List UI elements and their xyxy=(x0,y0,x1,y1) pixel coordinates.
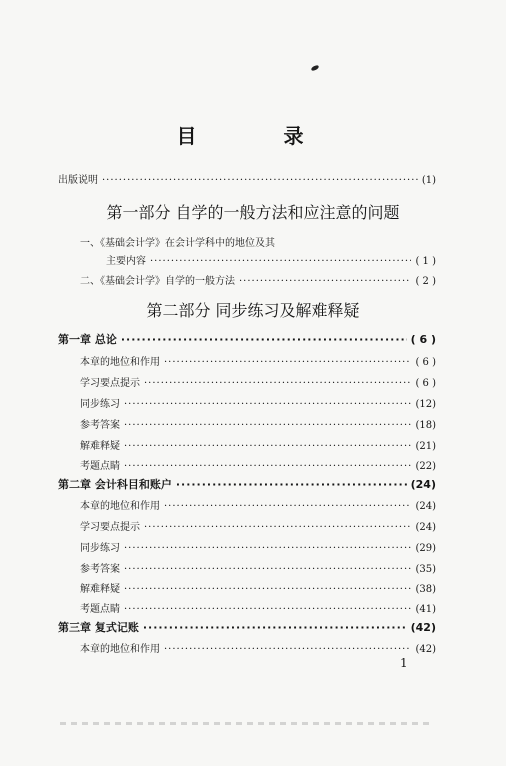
toc-label: 解难释疑 xyxy=(80,441,120,452)
toc-label: 第一章 总论 xyxy=(58,333,117,346)
leader-dots xyxy=(124,461,411,472)
leader-dots xyxy=(150,256,411,267)
toc-label: 本章的地位和作用 xyxy=(80,644,160,655)
toc-chapter-3[interactable] xyxy=(58,619,436,635)
toc-entry[interactable] xyxy=(80,497,436,512)
leader-dots xyxy=(143,621,407,634)
toc-label: 本章的地位和作用 xyxy=(80,501,160,512)
toc-entry-part1-item2[interactable] xyxy=(80,272,436,287)
toc-label: 一、《基础会计学》在会计学科中的地位及其 xyxy=(80,238,275,249)
leader-dots xyxy=(164,644,411,655)
toc-label: 第二章 会计科目和账户 xyxy=(58,478,172,491)
toc-entry[interactable] xyxy=(80,395,436,410)
toc-page: (35) xyxy=(415,564,436,575)
leader-dots xyxy=(239,276,411,287)
leader-dots xyxy=(124,584,411,595)
leader-dots xyxy=(121,333,407,346)
toc-label: 解难释疑 xyxy=(80,584,120,595)
leader-dots xyxy=(124,543,411,554)
toc-page: (21) xyxy=(415,441,436,452)
leader-dots xyxy=(124,399,411,410)
toc-label: 主要内容 xyxy=(106,256,146,267)
toc-page: ( 6 ) xyxy=(415,357,436,368)
toc-page: ( 1 ) xyxy=(415,256,436,267)
toc-entry[interactable] xyxy=(80,518,436,533)
leader-dots xyxy=(176,478,407,491)
part1-heading: 第一部分 自学的一般方法和应注意的问题 xyxy=(106,203,400,222)
leader-dots xyxy=(124,564,411,575)
toc-page: (24) xyxy=(410,478,436,491)
toc-label: 参考答案 xyxy=(80,564,120,575)
toc-entry[interactable] xyxy=(80,437,436,452)
toc-label: 同步练习 xyxy=(80,399,120,410)
toc-label: 考题点睛 xyxy=(80,461,120,472)
toc-page: ( 6 ) xyxy=(410,333,436,346)
toc-page: (18) xyxy=(415,420,436,431)
toc-label: 学习要点提示 xyxy=(80,378,140,389)
toc-label: 参考答案 xyxy=(80,420,120,431)
leader-dots xyxy=(124,441,411,452)
toc-page: (42) xyxy=(415,644,436,655)
leader-dots xyxy=(124,420,411,431)
toc-entry[interactable] xyxy=(80,600,436,615)
toc-page: (41) xyxy=(415,604,436,615)
toc-chapter-1[interactable] xyxy=(58,331,436,347)
toc-page: (1) xyxy=(421,175,436,186)
ink-speck xyxy=(311,64,320,71)
toc-entry[interactable] xyxy=(80,539,436,554)
toc-entry[interactable] xyxy=(80,560,436,575)
page-title: 目 录 xyxy=(176,124,344,148)
toc-page: ( 6 ) xyxy=(415,378,436,389)
toc-entry[interactable] xyxy=(80,353,436,368)
toc-page: (24) xyxy=(415,522,436,533)
toc-label: 出版说明 xyxy=(58,175,98,186)
toc-page: (24) xyxy=(415,501,436,512)
leader-dots xyxy=(164,357,411,368)
toc-page: ( 2 ) xyxy=(415,276,436,287)
toc-entry[interactable] xyxy=(80,580,436,595)
leader-dots xyxy=(164,501,411,512)
toc-page: (12) xyxy=(415,399,436,410)
toc-page: (29) xyxy=(415,543,436,554)
scan-smudge xyxy=(60,722,430,725)
leader-dots xyxy=(144,522,411,533)
toc-entry-part1-item1[interactable] xyxy=(80,234,436,249)
toc-entry[interactable] xyxy=(80,416,436,431)
part2-heading: 第二部分 同步练习及解难释疑 xyxy=(146,301,360,320)
toc-entry-part1-item1-cont[interactable] xyxy=(106,252,436,267)
toc-label: 同步练习 xyxy=(80,543,120,554)
toc-label: 第三章 复式记账 xyxy=(58,621,139,634)
toc-chapter-2[interactable] xyxy=(58,476,436,492)
toc-entry[interactable] xyxy=(80,640,436,655)
toc-page: (38) xyxy=(415,584,436,595)
toc-entry-preface[interactable] xyxy=(58,171,436,186)
toc-label: 考题点睛 xyxy=(80,604,120,615)
leader-dots xyxy=(124,604,411,615)
page-number: 1 xyxy=(400,656,408,670)
toc-label: 学习要点提示 xyxy=(80,522,140,533)
toc-page: (42) xyxy=(410,621,436,634)
leader-dots xyxy=(144,378,411,389)
toc-label: 本章的地位和作用 xyxy=(80,357,160,368)
toc-entry[interactable] xyxy=(80,374,436,389)
toc-page: (22) xyxy=(415,461,436,472)
toc-label: 二、《基础会计学》自学的一般方法 xyxy=(80,276,235,287)
toc-entry[interactable] xyxy=(80,457,436,472)
leader-dots xyxy=(102,175,418,186)
